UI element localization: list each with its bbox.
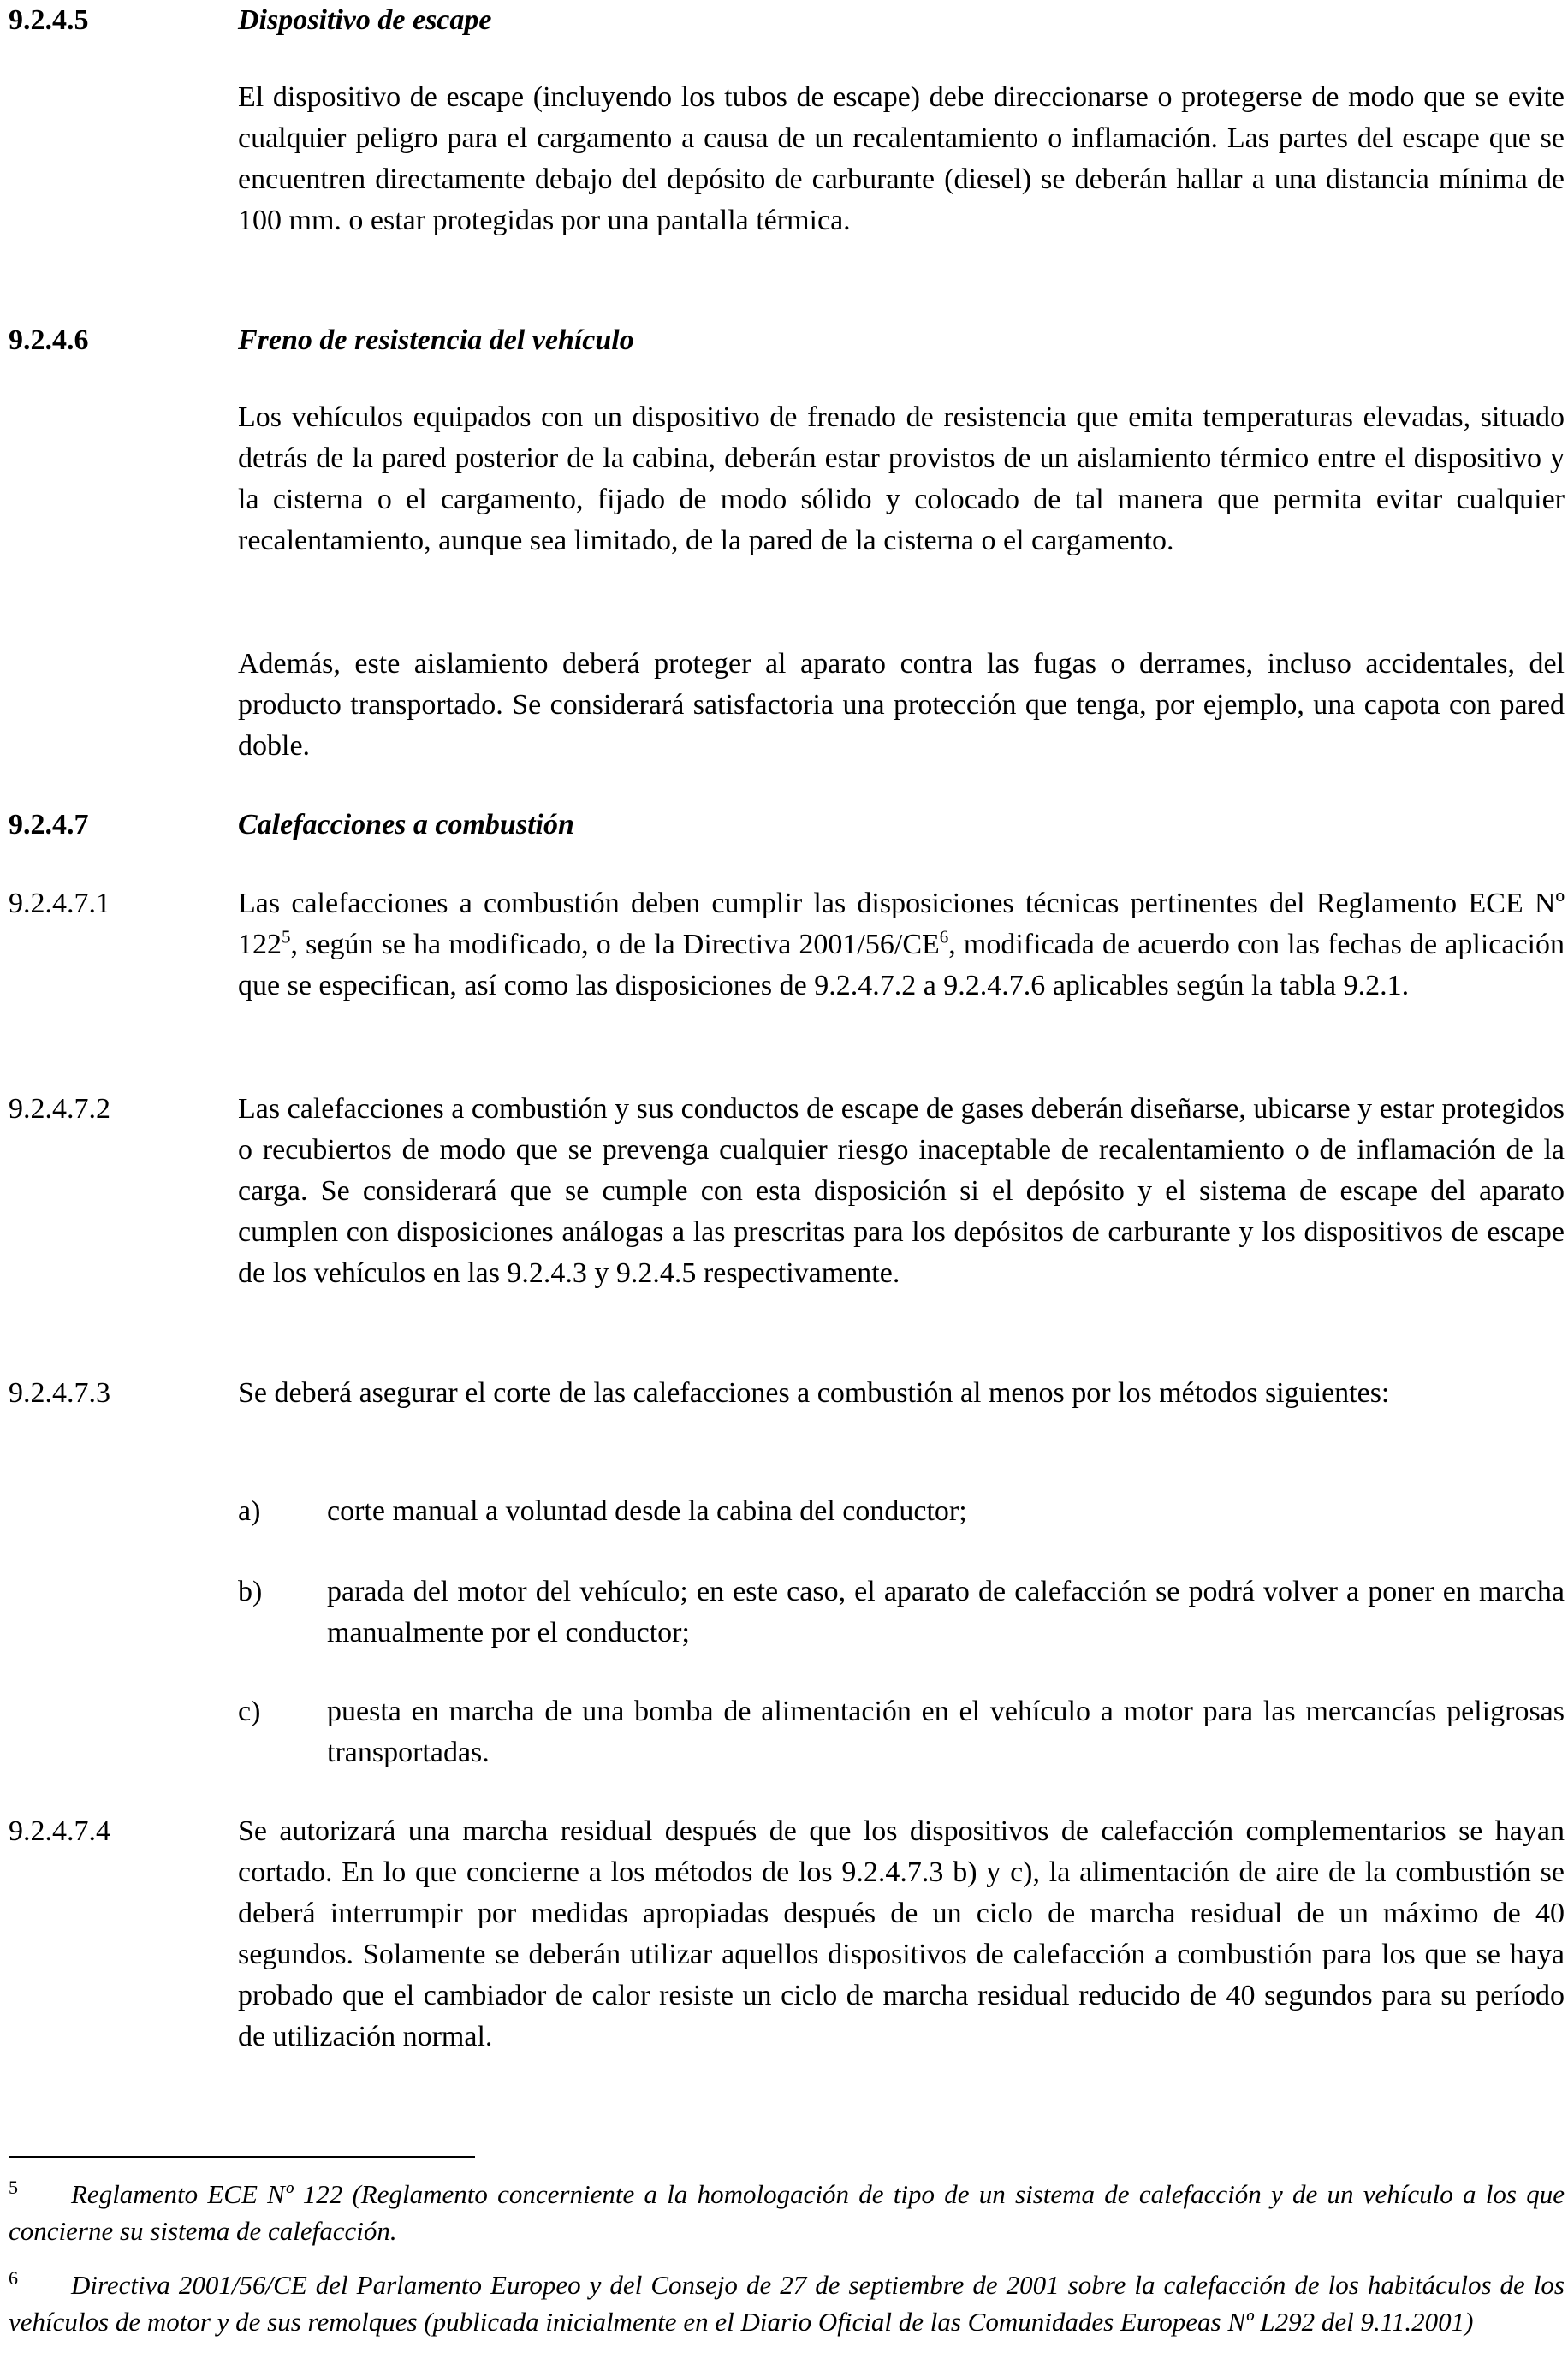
section-paragraph: Además, este aislamiento deberá proteger al aparato contra las fugas o derrames, incluso accidentales, del producto transportado. Se considerará satisfactoria una protección que tenga, por ejemplo, una capota con pared doble. bbox=[238, 648, 1565, 762]
paragraph-text: , según se ha modificado, o de la Directiva 2001/56/CE bbox=[290, 929, 940, 960]
footnote-text: Reglamento ECE Nº 122 (Reglamento concerniente a la homologación de tipo de un sistema de calefacción y de un vehículo a los que concierne su sistema de calefacción. bbox=[9, 2179, 1565, 2246]
section-number: 9.2.4.6 bbox=[9, 324, 89, 356]
section-paragraph: Se deberá asegurar el corte de las calefacciones a combustión al menos por los métodos siguientes: bbox=[238, 1377, 1390, 1409]
section-number: 9.2.4.5 bbox=[9, 4, 89, 36]
footnote-separator bbox=[9, 2156, 475, 2158]
section-number: 9.2.4.7 bbox=[9, 809, 89, 841]
section-heading: Dispositivo de escape bbox=[238, 4, 492, 36]
footnote bbox=[9, 2266, 1565, 2340]
section-paragraph bbox=[238, 883, 1565, 1007]
section-number: 9.2.4.7.1 bbox=[9, 888, 110, 919]
section-number: 9.2.4.7.2 bbox=[9, 1093, 110, 1125]
section-number: 9.2.4.7.4 bbox=[9, 1815, 110, 1847]
footnote bbox=[9, 2176, 1565, 2249]
document-page bbox=[9, 0, 1565, 2376]
paragraph-text: Las calefacciones a combustión deben cumplir las disposiciones técnicas pertinentes del Reglamento ECE Nº 122 bbox=[238, 888, 1565, 960]
footnote-text: Directiva 2001/56/CE del Parlamento Europeo y del Consejo de 27 de septiembre de 2001 sobre la calefacción de los habitáculos de los vehículos de motor y de sus remolques (publicada inicialmente en el Diario Oficial de las Comunidades Europeas Nº L292 del 9.11.2001) bbox=[9, 2270, 1565, 2337]
section-heading: Calefacciones a combustión bbox=[238, 809, 574, 841]
list-item-marker: a) bbox=[238, 1495, 261, 1527]
list-item: puesta en marcha de una bomba de alimentación en el vehículo a motor para las mercancías peligrosas transportadas. bbox=[327, 1696, 1565, 1768]
section-number: 9.2.4.7.3 bbox=[9, 1377, 110, 1409]
section-paragraph: El dispositivo de escape (incluyendo los tubos de escape) debe direccionarse o protegerse de modo que se evite cualquier peligro para el cargamento a causa de un recalentamiento o inflamación. Las partes del escape que se encuentren directamente debajo del depósito de carburante (diesel) se deberán hallar a una distancia mínima de 100 mm. o estar protegidas por una pantalla térmica. bbox=[238, 81, 1565, 236]
footnote-ref[interactable]: 5 bbox=[282, 926, 291, 947]
section-paragraph: Las calefacciones a combustión y sus conductos de escape de gases deberán diseñarse, ubicarse y estar protegidos o recubiertos de modo que se prevenga cualquier riesgo inaceptable de recalentamiento o de inflamación de la carga. Se considerará que se cumple con esta disposición si el depósito y el sistema de escape del aparato cumplen con disposiciones análogas a las prescritas para los depósitos de carburante y los dispositivos de escape de los vehículos en las 9.2.4.3 y 9.2.4.5 respectivamente. bbox=[238, 1093, 1565, 1289]
section-paragraph: Se autorizará una marcha residual después de que los dispositivos de calefacción complementarios se hayan cortado. En lo que concierne a los métodos de los 9.2.4.7.3 b) y c), la alimentación de aire de la combustión se deberá interrumpir por medidas apropiadas después de un ciclo de marcha residual de un máximo de 40 segundos. Solamente se deberán utilizar aquellos dispositivos de calefacción a combustión para los que se haya probado que el cambiador de calor resiste un ciclo de marcha residual reducido de 40 segundos para su período de utilización normal. bbox=[238, 1815, 1565, 2052]
paragraph-text: , modificada de acuerdo con las fechas de aplicación que se especifican, así como las disposiciones de 9.2.4.7.2 a 9.2.4.7.6 aplicables según la tabla 9.2.1. bbox=[238, 929, 1565, 1001]
list-item-marker: c) bbox=[238, 1696, 261, 1727]
footnote-number: 6 bbox=[9, 2266, 18, 2289]
footnote-ref[interactable]: 6 bbox=[939, 926, 949, 947]
section-paragraph: Los vehículos equipados con un dispositivo de frenado de resistencia que emita temperaturas elevadas, situado detrás de la pared posterior de la cabina, deberán estar provistos de un aislamiento térmico entre el dispositivo y la cisterna o el cargamento, fijado de modo sólido y colocado de tal manera que permita evitar cualquier recalentamiento, aunque sea limitado, de la pared de la cisterna o el cargamento. bbox=[238, 401, 1565, 556]
list-item: parada del motor del vehículo; en este caso, el aparato de calefacción se podrá volver a poner en marcha manualmente por el conductor; bbox=[327, 1576, 1565, 1648]
list-item: corte manual a voluntad desde la cabina del conductor; bbox=[327, 1495, 967, 1527]
footnote-number: 5 bbox=[9, 2176, 18, 2198]
section-heading: Freno de resistencia del vehículo bbox=[238, 324, 634, 356]
list-item-marker: b) bbox=[238, 1576, 263, 1607]
